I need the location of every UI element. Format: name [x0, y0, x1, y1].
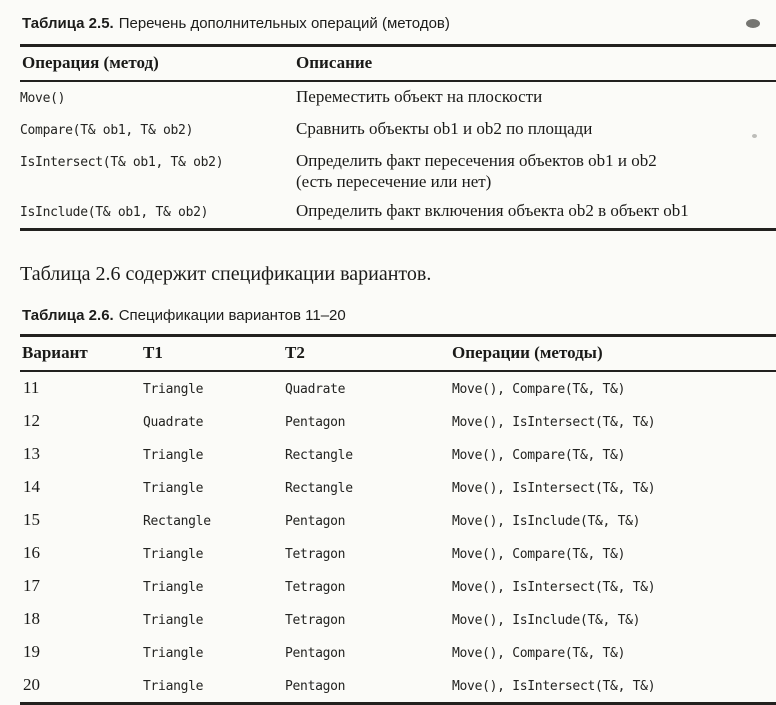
- operations-cell: Move(), Compare(T&, T&): [452, 547, 626, 562]
- table26-caption: [22, 306, 776, 326]
- variant-cell: 13: [23, 444, 40, 463]
- column-header-operation: Операция (метод): [22, 53, 159, 72]
- table-row: [20, 603, 776, 636]
- table-row: [20, 82, 776, 114]
- t2-cell: Tetragon: [285, 580, 346, 595]
- t1-cell: Triangle: [143, 547, 204, 562]
- variant-cell: 19: [23, 642, 40, 661]
- method-cell: IsIntersect(T& ob1, T& ob2): [20, 155, 224, 170]
- t1-cell: Triangle: [143, 613, 204, 628]
- column-header-variant: Вариант: [22, 343, 88, 362]
- scan-noise-speck: [746, 19, 760, 28]
- operations-cell: Move(), IsIntersect(T&, T&): [452, 679, 656, 694]
- t1-cell: Triangle: [143, 580, 204, 595]
- variant-cell: 14: [23, 477, 40, 496]
- t1-cell: Rectangle: [143, 514, 211, 529]
- operations-cell: Move(), Compare(T&, T&): [452, 646, 626, 661]
- body-paragraph: Таблица 2.6 содержит спецификации вариантов.: [20, 263, 432, 285]
- operations-cell: Move(), IsIntersect(T&, T&): [452, 580, 656, 595]
- operations-cell: Move(), Compare(T&, T&): [452, 448, 626, 463]
- table25-header-row: [20, 47, 776, 82]
- t1-cell: Triangle: [143, 382, 204, 397]
- column-header-t1: T1: [143, 343, 163, 362]
- description-line2: (есть пересечение или нет): [296, 172, 492, 191]
- variant-cell: 17: [23, 576, 40, 595]
- column-header-t2: T2: [285, 343, 305, 362]
- table-row: [20, 438, 776, 471]
- table26: [20, 334, 776, 705]
- t1-cell: Quadrate: [143, 415, 204, 430]
- t1-cell: Triangle: [143, 679, 204, 694]
- method-cell: IsInclude(T& ob1, T& ob2): [20, 205, 209, 220]
- operations-cell: Move(), Compare(T&, T&): [452, 382, 626, 397]
- table-row: [20, 570, 776, 603]
- description-cell: Определить факт включения объекта ob2 в объект ob1: [296, 201, 689, 220]
- table25-caption: [22, 14, 776, 34]
- t1-cell: Triangle: [143, 448, 204, 463]
- table-row: [20, 372, 776, 405]
- table-row: [20, 537, 776, 570]
- description-line1: Определить факт пересечения объектов ob1 и ob2: [296, 151, 657, 170]
- variant-cell: 20: [23, 675, 40, 694]
- description-cell: [296, 150, 776, 192]
- table26-caption-text: Спецификации вариантов 11–20: [118, 307, 346, 324]
- description-cell: Переместить объект на плоскости: [296, 87, 543, 106]
- table25-caption-label: Таблица 2.5.: [22, 15, 114, 32]
- operations-cell: Move(), IsIntersect(T&, T&): [452, 481, 656, 496]
- method-cell: Compare(T& ob1, T& ob2): [20, 123, 194, 138]
- table25-caption-text: Перечень дополнительных операций (методов): [118, 15, 450, 32]
- t1-cell: Triangle: [143, 481, 204, 496]
- document-page: [0, 14, 776, 694]
- operations-cell: Move(), IsInclude(T&, T&): [452, 613, 641, 628]
- column-header-operations: Операции (методы): [452, 343, 603, 362]
- scan-noise-speck: [752, 134, 757, 138]
- operations-cell: Move(), IsIntersect(T&, T&): [452, 415, 656, 430]
- table-row: [20, 471, 776, 504]
- description-cell: Сравнить объекты ob1 и ob2 по площади: [296, 119, 593, 138]
- table26-header-row: [20, 337, 776, 372]
- variant-cell: 11: [23, 378, 40, 397]
- variant-cell: 18: [23, 609, 40, 628]
- method-cell: Move(): [20, 91, 66, 106]
- t2-cell: Quadrate: [285, 382, 346, 397]
- t2-cell: Rectangle: [285, 448, 353, 463]
- t2-cell: Tetragon: [285, 547, 346, 562]
- t2-cell: Pentagon: [285, 514, 346, 529]
- t2-cell: Tetragon: [285, 613, 346, 628]
- table25: [20, 44, 776, 231]
- table26-caption-label: Таблица 2.6.: [22, 307, 114, 324]
- column-header-description: Описание: [296, 53, 373, 72]
- t2-cell: Pentagon: [285, 646, 346, 661]
- t2-cell: Rectangle: [285, 481, 353, 496]
- table-row: [20, 405, 776, 438]
- table-row: [20, 196, 776, 228]
- t2-cell: Pentagon: [285, 679, 346, 694]
- variant-cell: 16: [23, 543, 40, 562]
- table-row: [20, 636, 776, 669]
- table-row: [20, 146, 776, 196]
- t1-cell: Triangle: [143, 646, 204, 661]
- t2-cell: Pentagon: [285, 415, 346, 430]
- variant-cell: 12: [23, 411, 40, 430]
- variant-cell: 15: [23, 510, 40, 529]
- table-row: [20, 114, 776, 146]
- operations-cell: Move(), IsInclude(T&, T&): [452, 514, 641, 529]
- table-row: [20, 504, 776, 537]
